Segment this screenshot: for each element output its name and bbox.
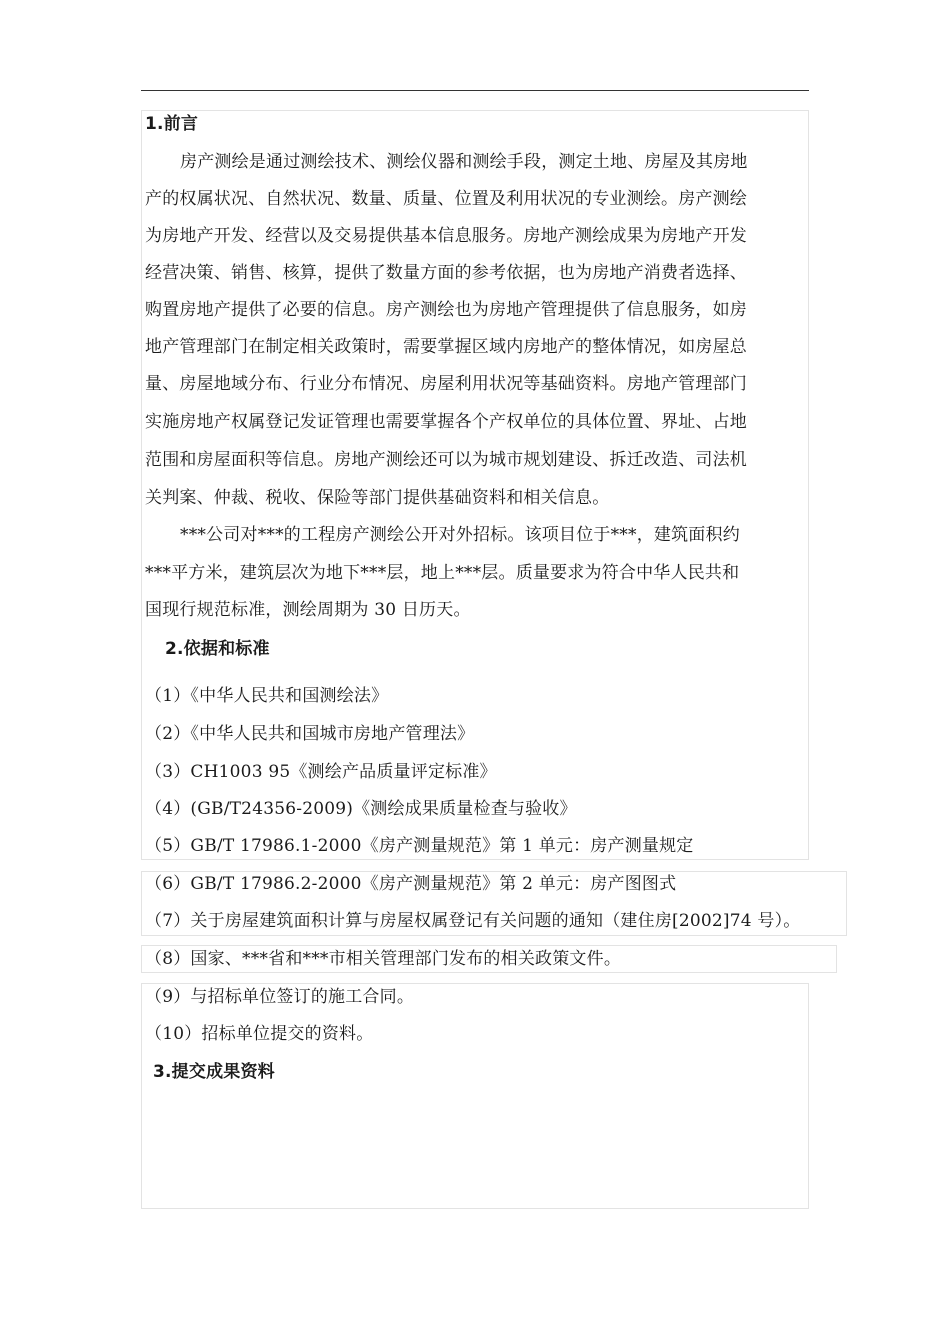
list-item: （9）与招标单位签订的施工合同。 xyxy=(145,987,415,1007)
list-item: （1）《中华人民共和国测绘法》 xyxy=(145,686,389,706)
para1-line: 实施房地产权属登记发证管理也需要掌握各个产权单位的具体位置、界址、占地 xyxy=(145,412,747,432)
para1-line: 为房地产开发、经营以及交易提供基本信息服务。房地产测绘成果为房地产开发 xyxy=(145,226,747,246)
list-item: （4）(GB/T24356-2009)《测绘成果质量检查与验收》 xyxy=(145,799,577,819)
list-item: （10）招标单位提交的资料。 xyxy=(145,1024,374,1044)
text-frame-1 xyxy=(141,110,809,860)
para1-line: 经营决策、销售、核算，提供了数量方面的参考依据，也为房地产消费者选择、 xyxy=(145,263,747,283)
para1-line: 产的权属状况、自然状况、数量、质量、位置及利用状况的专业测绘。房产测绘 xyxy=(145,189,747,209)
para1-line: 关判案、仲裁、税收、保险等部门提供基础资料和相关信息。 xyxy=(145,488,610,508)
section-3-heading: 3.提交成果资料 xyxy=(153,1062,275,1082)
para1-line: 地产管理部门在制定相关政策时，需要掌握区域内房地产的整体情况，如房屋总 xyxy=(145,337,747,357)
header-rule xyxy=(141,90,809,91)
list-item: （7）关于房屋建筑面积计算与房屋权属登记有关问题的通知（建住房[2002]74 号）。 xyxy=(145,911,801,931)
para1-line: 范围和房屋面积等信息。房地产测绘还可以为城市规划建设、拆迁改造、司法机 xyxy=(145,450,747,470)
para1-line: 房产测绘是通过测绘技术、测绘仪器和测绘手段，测定土地、房屋及其房地 xyxy=(180,152,748,172)
para2-line: ***公司对***的工程房产测绘公开对外招标。该项目位于***，建筑面积约 xyxy=(180,525,740,545)
section-1-heading: 1.前言 xyxy=(145,114,199,134)
para1-line: 购置房地产提供了必要的信息。房产测绘也为房地产管理提供了信息服务，如房 xyxy=(145,300,747,320)
para2-line: 国现行规范标准，测绘周期为 30 日历天。 xyxy=(145,600,471,620)
list-item: （3）CH1003 95《测绘产品质量评定标准》 xyxy=(145,762,497,782)
list-item: （5）GB/T 17986.1-2000《房产测量规范》第 1 单元：房产测量规定 xyxy=(145,836,694,856)
section-2-heading: 2.依据和标准 xyxy=(165,639,270,659)
para1-line: 量、房屋地域分布、行业分布情况、房屋利用状况等基础资料。房地产管理部门 xyxy=(145,374,747,394)
list-item: （8）国家、***省和***市相关管理部门发布的相关政策文件。 xyxy=(145,949,622,969)
list-item: （6）GB/T 17986.2-2000《房产测量规范》第 2 单元：房产图图式 xyxy=(145,874,677,894)
list-item: （2）《中华人民共和国城市房地产管理法》 xyxy=(145,724,475,744)
para2-line: ***平方米，建筑层次为地下***层，地上***层。质量要求为符合中华人民共和 xyxy=(145,563,740,583)
text-frame-4 xyxy=(141,983,809,1209)
